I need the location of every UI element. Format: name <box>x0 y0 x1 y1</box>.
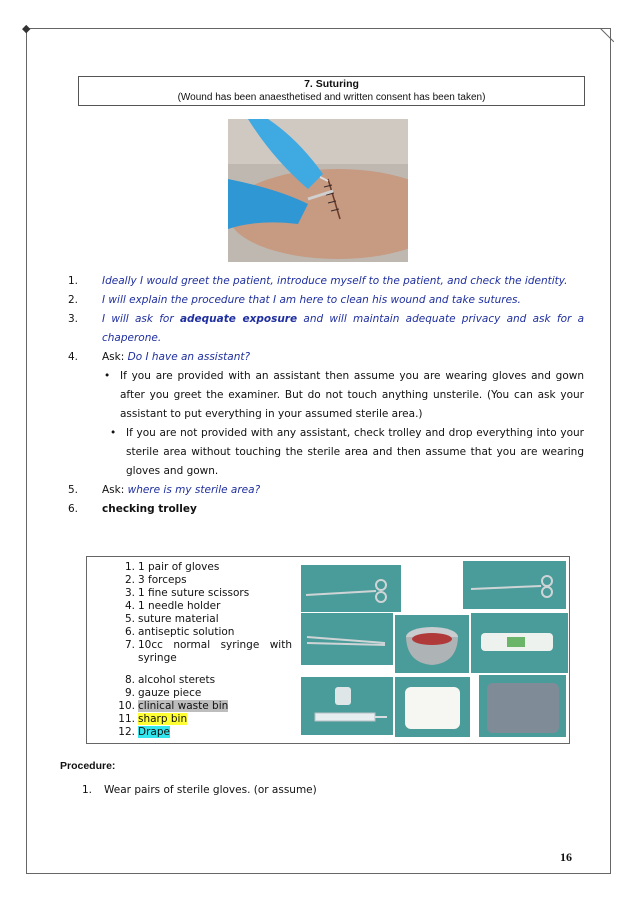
step-item: 5. Ask: where is my sterile area? <box>68 484 261 496</box>
forceps-photo <box>301 613 393 665</box>
step-item: 1. Ideally I would greet the patient, introduce myself to the patient, and check the identity. <box>68 275 568 287</box>
bullet-text: If you are provided with an assistant then assume you are wearing gloves and gown after you greet the examiner. But do not touch anything unsterile. (You can ask your assistant to put everything in your assumed sterile area.) <box>120 370 584 420</box>
gauze-photo <box>395 677 470 737</box>
bullet-icon: • <box>104 370 111 382</box>
list-item: 9. gauze piece <box>124 687 202 699</box>
step-question: where is my sterile area? <box>127 484 261 496</box>
list-item: 3. 1 fine suture scissors <box>124 587 250 599</box>
needle-holder-photo <box>301 565 401 612</box>
bullet-icon: • <box>110 427 117 439</box>
section-subtitle: (Wound has been anaesthetised and written consent has been taken) <box>177 92 486 103</box>
step-text: I will ask for <box>102 313 180 325</box>
syringe-photo <box>301 677 393 735</box>
procedure-step-text: Wear pairs of sterile gloves. (or assume) <box>104 784 317 796</box>
list-item: 2. 3 forceps <box>124 574 187 586</box>
list-item: 7. 10cc normal syringe with syringe <box>124 639 292 664</box>
bullet-text: If you are not provided with any assistant, check trolley and drop everything into your sterile area without touching the sterile area and then assume that you are wearing gloves and gown. <box>126 427 584 477</box>
step-text: Ideally I would greet the patient, introduce myself to the patient, and check the identity. <box>102 275 568 287</box>
step-question: Do I have an assistant? <box>127 351 251 363</box>
drape-photo <box>479 675 566 737</box>
procedure-heading: Procedure: <box>60 760 116 772</box>
step-text: checking trolley <box>102 503 197 515</box>
step-prefix: Ask: <box>102 351 128 363</box>
section-title: 7. Suturing <box>304 78 359 90</box>
trolley-box <box>86 556 570 744</box>
list-item: 4. 1 needle holder <box>124 600 221 612</box>
list-item: 11. sharp bin <box>118 713 188 725</box>
trolley-list <box>117 561 292 739</box>
antiseptic-bowl-photo <box>395 615 469 673</box>
procedure-step: 1. Wear pairs of sterile gloves. (or assume) <box>82 784 317 796</box>
suture-material-photo <box>471 613 568 673</box>
suturing-photo <box>228 119 408 262</box>
step-item: 6. checking trolley <box>68 503 197 515</box>
step-prefix: Ask: <box>102 484 128 496</box>
list-item: 8. alcohol sterets <box>124 674 216 686</box>
list-item: 10. clinical waste bin <box>118 700 229 712</box>
step-emphasis: adequate exposure <box>179 313 298 325</box>
bullet-item <box>64 424 584 481</box>
step-item: 3. I will ask for adequate exposure and will maintain adequate privacy and ask for a chaperone. <box>68 313 585 344</box>
page-number: 16 <box>560 850 572 864</box>
bullet-item <box>64 367 584 424</box>
step-item: 4. Ask: Do I have an assistant? <box>68 351 251 363</box>
suture-scissors-photo <box>463 561 566 609</box>
step-text: I will explain the procedure that I am here to clean his wound and take sutures. <box>102 294 521 306</box>
step-text: and will maintain adequate privacy and ask for a chaperone. <box>102 313 585 344</box>
list-item: 6. antiseptic solution <box>124 626 235 638</box>
section-title-box <box>78 76 585 106</box>
list-item: 5. suture material <box>124 613 219 625</box>
list-item: 1. 1 pair of gloves <box>124 561 220 573</box>
steps-list <box>64 272 584 519</box>
list-item: 12. Drape <box>118 726 170 738</box>
step-item: 2. I will explain the procedure that I am here to clean his wound and take sutures. <box>68 294 521 306</box>
page-fold-icon <box>600 28 614 42</box>
corner-mark-icon: ◆ <box>22 22 31 35</box>
